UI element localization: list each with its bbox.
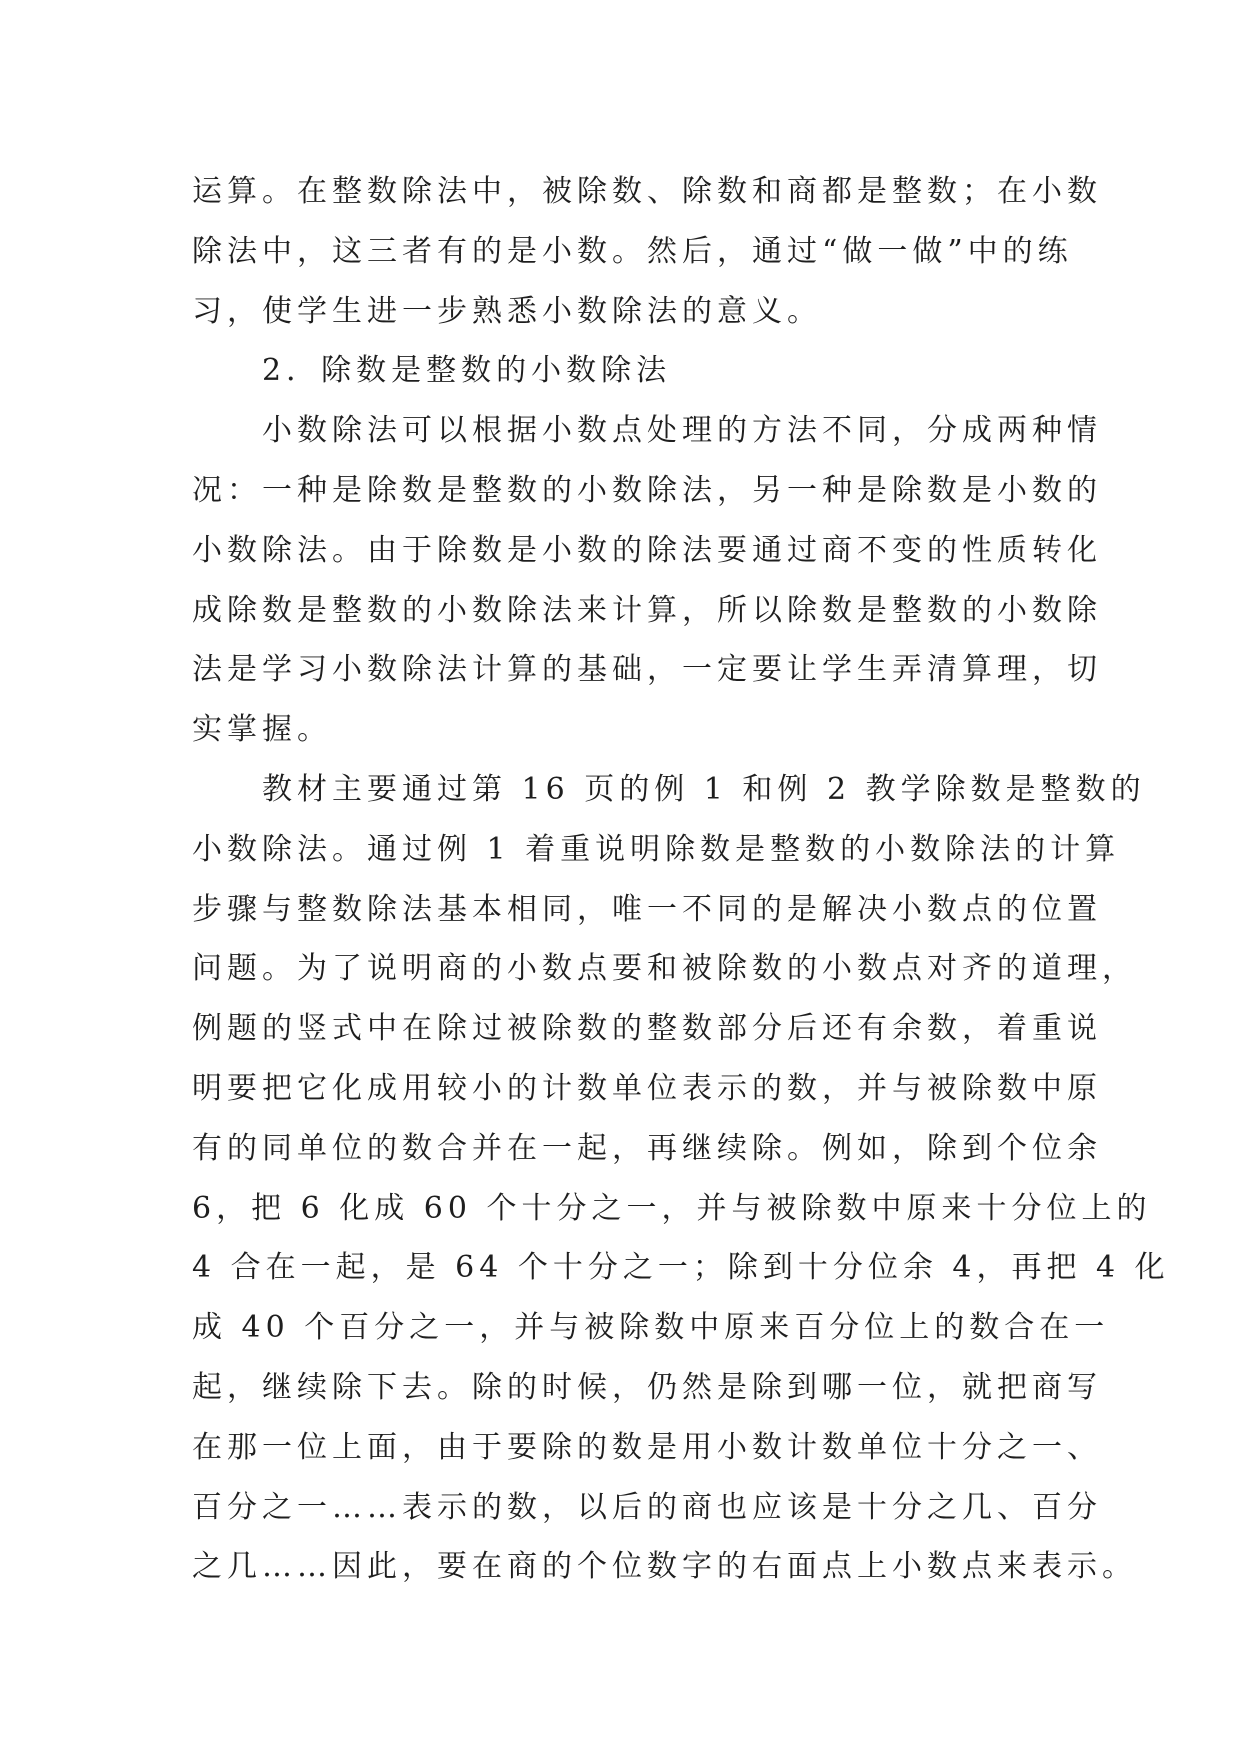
paragraph [192,760,1170,1597]
text-line: 例题的竖式中在除过被除数的整数部分后还有余数，着重说 [192,1011,1102,1047]
section-heading-text: 2．除数是整数的小数除法 [262,353,672,389]
text-line: 起，继续除下去。除的时候，仍然是除到哪一位，就把商写 [192,1369,1102,1405]
document-body [192,162,1170,1597]
text-line: 习，使学生进一步熟悉小数除法的意义。 [192,293,822,329]
text-line: 问题。为了说明商的小数点要和被除数的小数点对齐的道理， [192,951,1137,987]
paragraph-continued [192,162,1102,341]
text-line: 6，把 6 化成 60 个十分之一，并与被除数中原来十分位上的 [192,1190,1152,1226]
text-line: 小数除法。由于除数是小数的除法要通过商不变的性质转化 [192,532,1102,568]
text-line: 在那一位上面，由于要除的数是用小数计数单位十分之一、 [192,1429,1102,1465]
text-line: 教材主要通过第 16 页的例 1 和例 2 教学除数是整数的 [262,771,1146,807]
text-line: 之几……因此，要在商的个位数字的右面点上小数点来表示。 [192,1549,1137,1585]
text-line: 明要把它化成用较小的计数单位表示的数，并与被除数中原 [192,1070,1102,1106]
text-line: 有的同单位的数合并在一起，再继续除。例如，除到个位余 [192,1130,1102,1166]
text-line: 步骤与整数除法基本相同，唯一不同的是解决小数点的位置 [192,891,1102,927]
text-line: 实掌握。 [192,712,332,748]
text-line: 况：一种是除数是整数的小数除法，另一种是除数是小数的 [192,472,1102,508]
text-line: 成除数是整数的小数除法来计算，所以除数是整数的小数除 [192,592,1102,628]
text-line: 百分之一……表示的数，以后的商也应该是十分之几、百分 [192,1489,1102,1525]
text-line: 除法中，这三者有的是小数。然后，通过“做一做”中的练 [192,233,1073,269]
text-line: 小数除法。通过例 1 着重说明除数是整数的小数除法的计算 [192,831,1121,867]
text-line: 小数除法可以根据小数点处理的方法不同，分成两种情 [262,413,1102,449]
section-heading [192,341,1057,401]
text-line: 4 合在一起，是 64 个十分之一；除到十分位余 4，再把 4 化 [192,1250,1170,1286]
paragraph [192,401,1102,760]
text-line: 法是学习小数除法计算的基础，一定要让学生弄清算理，切 [192,652,1102,688]
text-line: 运算。在整数除法中，被除数、除数和商都是整数；在小数 [192,174,1102,209]
text-line: 成 40 个百分之一，并与被除数中原来百分位上的数合在一 [192,1310,1110,1346]
